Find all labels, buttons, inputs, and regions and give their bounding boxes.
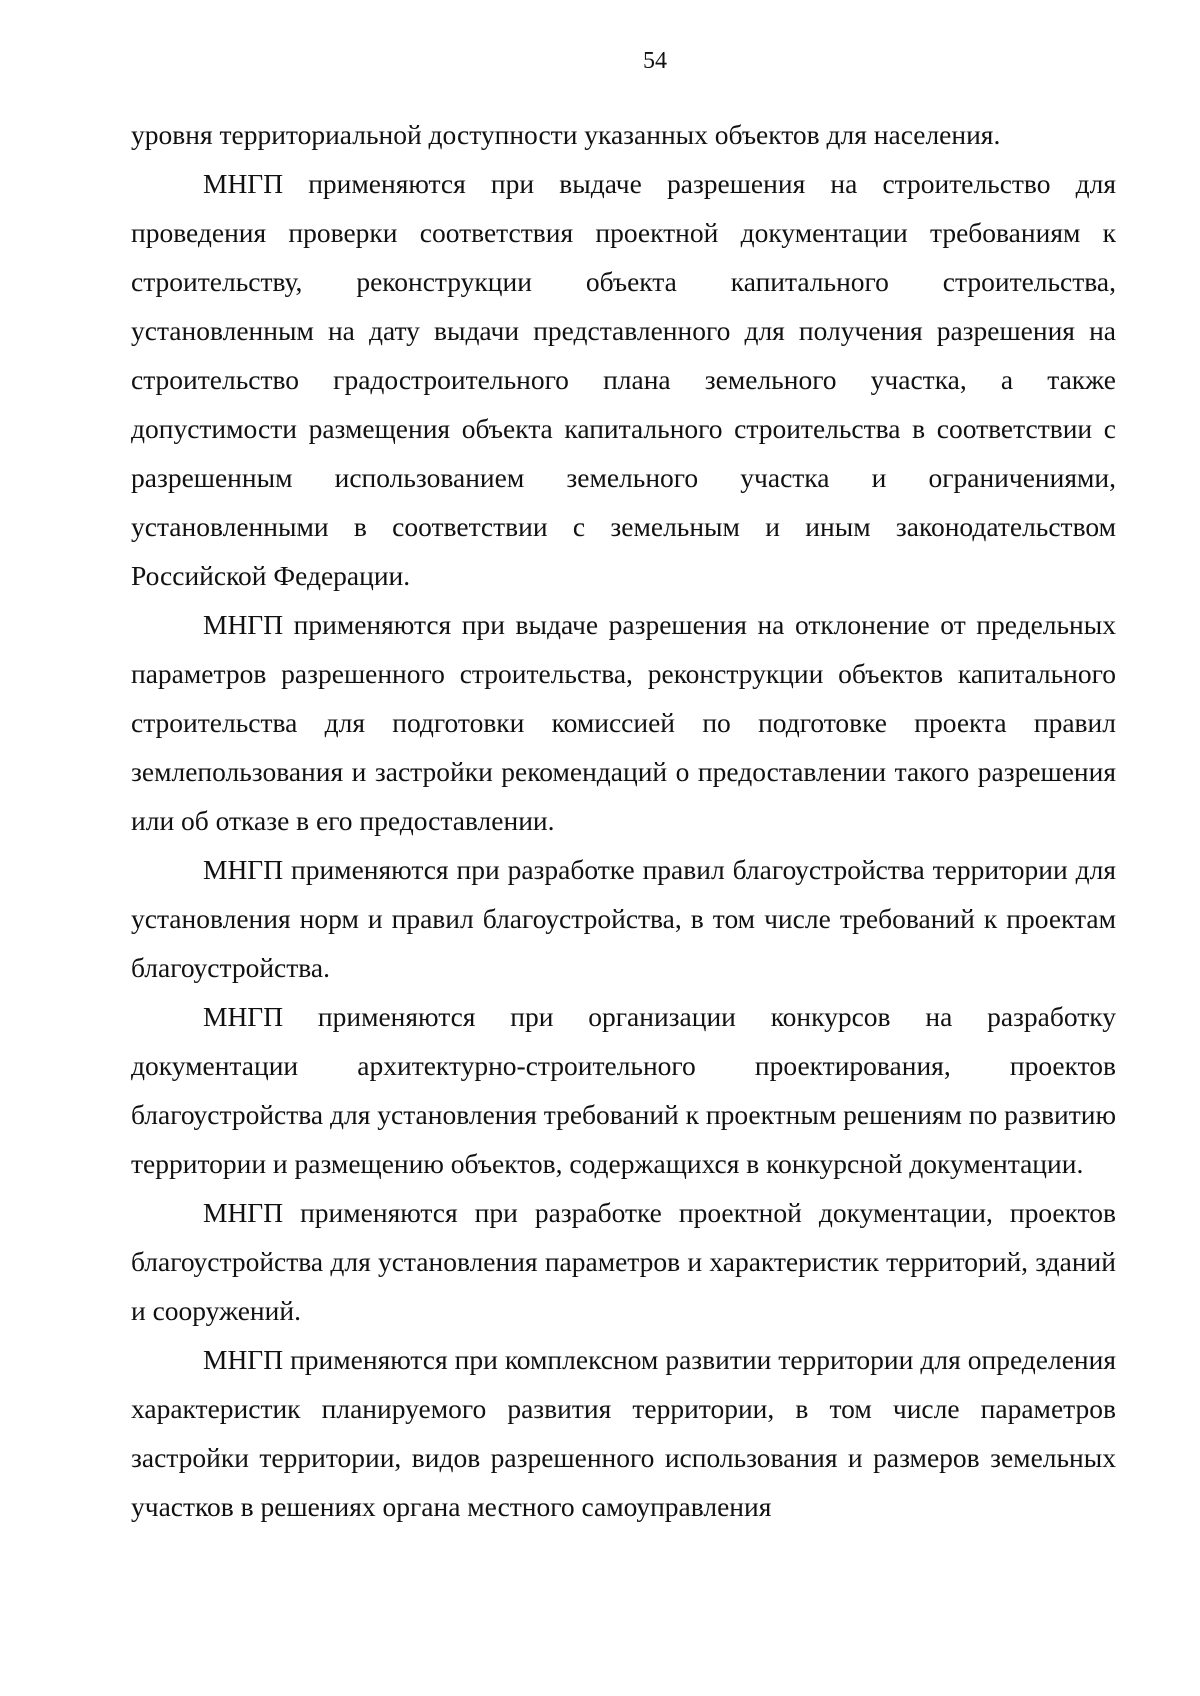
page-number: 54	[643, 48, 667, 74]
paragraph-design-competitions: МНГП применяются при организации конкурсов на разработку документации архитектурно-строительного проектирования, проектов благоустройства для установления требований к проектным решениям по развитию территории и размещению объектов, содержащихся в конкурсной документации.	[131, 1001, 1116, 1179]
paragraph-complex-development: МНГП применяются при комплексном развитии территории для определения характеристик планируемого развития территории, в том числе параметров застройки территории, видов разрешенного использования и размеров земельных участков в решениях органа местного самоуправления	[131, 1344, 1116, 1522]
paragraph-continuation: уровня территориальной доступности указанных объектов для населения.	[131, 119, 1001, 150]
paragraph-improvement-rules: МНГП применяются при разработке правил благоустройства территории для установления норм и правил благоустройства, в том числе требований к проектам благоустройства.	[131, 854, 1116, 983]
paragraph-project-documentation: МНГП применяются при разработке проектной документации, проектов благоустройства для установления параметров и характеристик территорий, зданий и сооружений.	[131, 1197, 1116, 1326]
paragraph-deviation-permit: МНГП применяются при выдаче разрешения на отклонение от предельных параметров разрешенного строительства, реконструкции объектов капитального строительства для подготовки комиссией по подготовке проекта правил землепользования и застройки рекомендаций о предоставлении такого разрешения или об отказе в его предоставлении.	[131, 609, 1116, 836]
paragraph-building-permit: МНГП применяются при выдаче разрешения на строительство для проведения проверки соответствия проектной документации требованиям к строительству, реконструкции объекта капитального строительства, установленным на дату выдачи представленного для получения разрешения на строительство градостроительного плана земельного участка, а также допустимости размещения объекта капитального строительства в соответствии с разрешенным использованием земельного участка и ограничениями, установленными в соответствии с земельным и иным законодательством Российской Федерации.	[131, 168, 1116, 591]
document-body	[131, 110, 1116, 1531]
